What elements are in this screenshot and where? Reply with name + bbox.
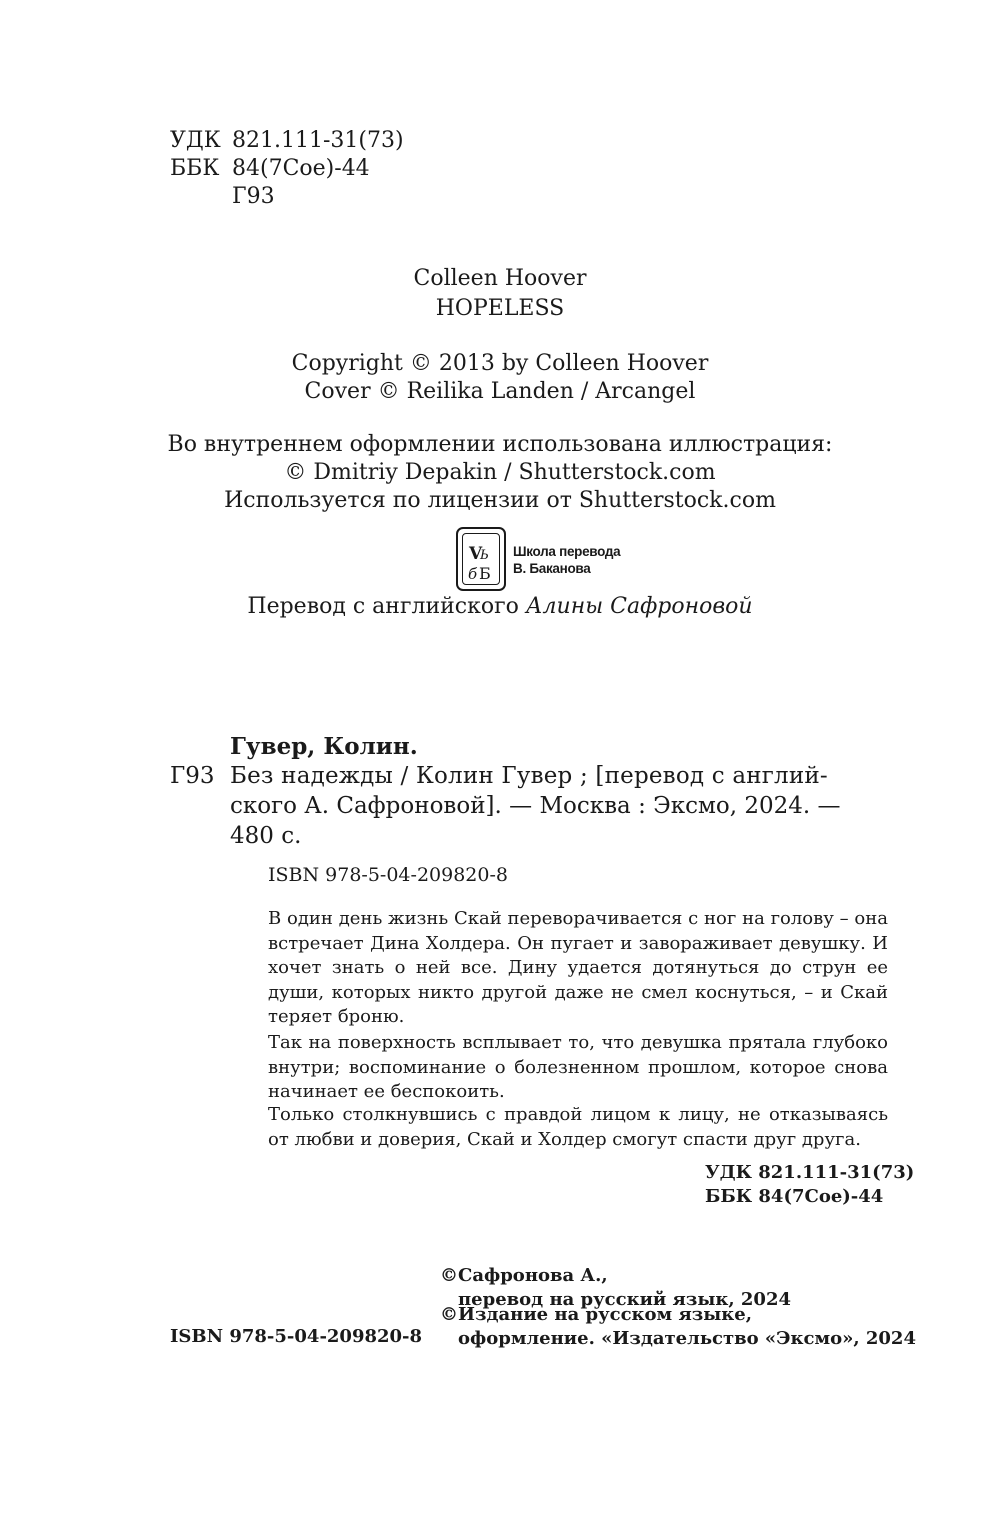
annotation-para-1: В один день жизнь Скай переворачивается с ног на голову – она встречает Дина Холдера. Он пугает и завораживает девушку. И хочет знать о ней все. Дину удается дотянуться до струн ее души, которых никто другой даже не смел коснуться, – и Скай теряет броню. (268, 908, 888, 1027)
card-heading: Гувер, Колин. (230, 733, 418, 760)
illustration-line-2: © Dmitriy Depakin / Shutterstock.com (284, 460, 716, 485)
original-title: HOPELESS (435, 296, 565, 321)
annotation-para-3: Только столкнувшись с правдой лицом к лицу, не отказываясь от любви и доверия, Скай и Холдер смогут спасти друг друга. (268, 1104, 888, 1150)
school-logo-line-2: В. Баканова (513, 561, 591, 576)
card-bbk: ББК 84(7Сое)-44 (705, 1186, 884, 1207)
original-author: Colleen Hoover (413, 266, 587, 291)
school-logo-text (513, 543, 620, 577)
translator-name: Алины Сафроновой (525, 594, 753, 619)
copy2-line-1: Издание на русском языке, (458, 1304, 752, 1325)
copy1-line-2: перевод на русский язык, 2024 (458, 1289, 791, 1310)
svg-text:Б: Б (479, 564, 491, 583)
svg-text:V: V (469, 544, 483, 564)
illustration-line-1: Во внутреннем оформлении использована иллюстрация: (167, 432, 833, 457)
translation-prefix: Перевод с английского (247, 594, 519, 619)
svg-text:б: б (468, 565, 478, 583)
translation-credit (0, 594, 1000, 619)
bbk-label: ББК (170, 156, 220, 181)
copyright-icon: © (440, 1304, 458, 1325)
copy1-line-1: Сафронова А., (458, 1265, 608, 1286)
card-line-1: Без надежды / Колин Гувер ; [перевод с англий- (230, 763, 828, 789)
card-line-2: ского А. Сафроновой]. — Москва : Эксмо, 2024. — (230, 793, 841, 819)
udk-label: УДК (170, 128, 221, 153)
card-line-3: 480 с. (230, 823, 302, 849)
card-mark: Г93 (170, 763, 215, 789)
svg-text:Ь: Ь (480, 548, 489, 563)
author-mark: Г93 (232, 184, 275, 209)
footer-copyright-2 (440, 1303, 916, 1351)
cover-credit: Cover © Reilika Landen / Arcangel (304, 379, 696, 404)
copyright-icon: © (440, 1265, 458, 1286)
bbk-value: 84(7Сое)-44 (232, 156, 370, 181)
card-isbn: ISBN 978-5-04-209820-8 (268, 864, 508, 886)
udk-value: 821.111-31(73) (232, 128, 404, 153)
school-logo-line-1: Школа перевода (513, 544, 621, 559)
copyright-line: Copyright © 2013 by Colleen Hoover (291, 351, 709, 376)
school-logo-icon (456, 527, 506, 591)
footer-isbn: ISBN 978-5-04-209820-8 (170, 1326, 423, 1347)
card-udk: УДК 821.111-31(73) (705, 1162, 915, 1183)
copy2-line-2: оформление. «Издательство «Эксмо», 2024 (458, 1328, 916, 1349)
annotation-para-2: Так на поверхность всплывает то, что девушка прятала глубоко внутри; воспоминание о болезненном прошлом, которое снова начинает ее беспокоить. (268, 1032, 888, 1102)
illustration-line-3: Используется по лицензии от Shutterstock.com (224, 488, 776, 513)
